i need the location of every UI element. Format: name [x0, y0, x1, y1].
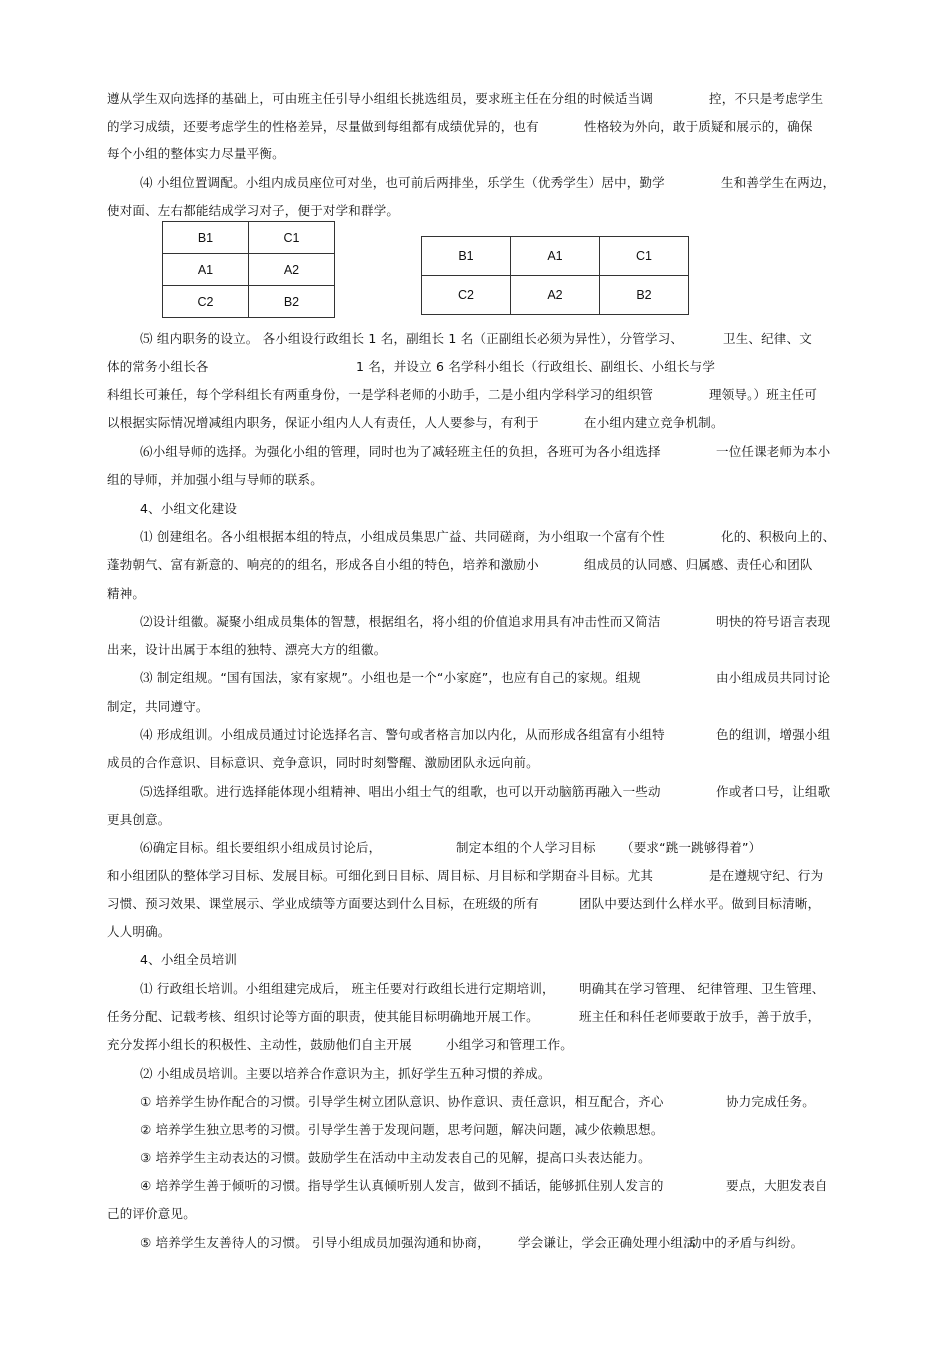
text-run: ⑸选择组歌。进行选择能体现小组精神、唱出小组士气的组歌，也可以开动脑筋再融入一些动	[140, 784, 661, 799]
text-line	[716, 727, 830, 743]
text-line	[689, 1235, 803, 1251]
text-run: ⑵设计组徽。凝聚小组成员集体的智慧，根据组名，将小组的价值追求用具有冲击性而又简洁	[140, 614, 661, 629]
text-line	[140, 670, 641, 686]
text-run: 组成员的认同感、归属感、责任心和团队	[584, 557, 813, 572]
text-run: 要点，大胆发表自	[726, 1178, 828, 1193]
text-line	[140, 331, 683, 347]
text-run: 制定，共同遵守。	[107, 699, 209, 714]
text-line	[140, 784, 661, 800]
text-line	[140, 727, 665, 743]
text-run: （要求“跳一跳够得着”）	[621, 840, 762, 855]
text-run: 卫生、纪律、文	[723, 331, 812, 346]
text-run: ⑹小组导师的选择。为强化小组的管理，同时也为了减轻班主任的负担，各班可为各小组选择	[140, 444, 661, 459]
text-line	[107, 642, 386, 658]
text-run: 的学习成绩，还要考虑学生的性格差异，尽量做到每组都有成绩优异的，也有	[107, 119, 539, 134]
text-line	[579, 896, 820, 912]
text-run: ① 培养学生协作配合的习惯。引导学生树立团队意识、协作意识、责任意识，相互配合，齐心	[140, 1094, 664, 1109]
text-line	[140, 840, 381, 856]
text-run: 和小组团队的整体学习目标、发展目标。可细化到日目标、周目标、月目标和学期奋斗目标。尤其	[107, 868, 654, 883]
text-line	[140, 1122, 664, 1138]
text-line	[107, 812, 171, 828]
text-line	[107, 1009, 539, 1025]
text-run: 生和善学生在两边，	[721, 175, 836, 190]
text-run: 小组学习和管理工作。	[446, 1037, 574, 1052]
table-cell: B1	[163, 222, 249, 254]
text-run: 团队中要达到什么样水平。做到目标清晰，	[579, 896, 821, 911]
text-run: ⑤ 培养学生友善待人的习惯。 引导小组成员加强沟通和协商，	[140, 1235, 490, 1250]
text-run: ③ 培养学生主动表达的习惯。鼓励学生在活动中主动发表自己的见解，提高口头表达能力。	[140, 1150, 651, 1165]
text-run: ⑸ 组内职务的设立。 各小组设行政组长 1 名，副组长 1 名（正副组长必须为异性），分管学习、	[140, 331, 684, 346]
text-line	[107, 755, 539, 771]
text-run: ⑵ 小组成员培训。主要以培养合作意识为主，抓好学生五种习惯的养成。	[140, 1066, 551, 1081]
table-cell: C1	[249, 222, 335, 254]
text-line	[579, 981, 824, 997]
text-run: 班主任和科任老师要敢于放手，善于放手，	[579, 1009, 821, 1024]
text-run: 学会谦让，学会正确处理小组活	[518, 1235, 696, 1250]
seating-table-3col	[421, 236, 689, 315]
text-line	[709, 868, 823, 884]
text-line	[709, 387, 817, 403]
text-run: 动中的矛盾与纠纷。	[689, 1235, 804, 1250]
text-line	[579, 1009, 820, 1025]
text-line	[584, 119, 813, 135]
text-run: 由小组成员共同讨论	[716, 670, 831, 685]
text-line	[518, 1235, 696, 1251]
table-cell: B1	[422, 237, 511, 276]
table-cell: A1	[163, 254, 249, 286]
text-run: 成员的合作意识、目标意识、竞争意识，同时时刻警醒、激励团队永远向前。	[107, 755, 539, 770]
text-line	[107, 557, 539, 573]
text-run: 明确其在学习管理、 纪律管理、卫生管理、	[579, 981, 825, 996]
text-line	[446, 1037, 573, 1053]
table-cell: B2	[249, 286, 335, 318]
text-line	[107, 91, 653, 107]
text-line	[140, 444, 661, 460]
text-run: 人人明确。	[107, 924, 171, 939]
text-run: 4、小组全员培训	[140, 952, 238, 967]
text-line	[356, 359, 715, 375]
text-run: ⑷ 小组位置调配。小组内成员座位可对坐，也可前后两排坐，乐学生（优秀学生）居中，勤学	[140, 175, 665, 190]
text-line	[584, 415, 724, 431]
table-cell: A1	[511, 237, 600, 276]
text-line	[140, 1235, 490, 1251]
text-line	[107, 924, 171, 940]
text-run: 蓬勃朝气、富有新意的、响亮的的组名，形成各自小组的特色，培养和激励小	[107, 557, 539, 572]
text-line	[721, 175, 835, 191]
text-line	[140, 1178, 664, 1194]
text-run: 遵从学生双向选择的基础上，可由班主任引导小组组长挑选组员，要求班主任在分组的时候适当调	[107, 91, 654, 106]
table-row	[422, 237, 689, 276]
text-line	[107, 1206, 196, 1222]
text-run: 4、小组文化建设	[140, 501, 238, 516]
text-line	[140, 175, 665, 191]
text-line	[140, 1150, 651, 1166]
text-run: 充分发挥小组长的积极性、主动性，鼓励他们自主开展	[107, 1037, 412, 1052]
text-line	[716, 670, 830, 686]
text-run: ④ 培养学生善于倾听的习惯。指导学生认真倾听别人发言，做到不插话，能够抓住别人发言的	[140, 1178, 664, 1193]
text-line	[140, 1094, 664, 1110]
text-run: 组的导师，并加强小组与导师的联系。	[107, 472, 323, 487]
table-row	[163, 286, 335, 318]
seating-table-2col	[162, 221, 335, 318]
text-run: 精神。	[107, 586, 146, 601]
text-line	[716, 614, 830, 630]
text-run: 科组长可兼任，每个学科组长有两重身份，一是学科老师的小助手，二是小组内学科学习的组织管	[107, 387, 654, 402]
text-run: 己的评价意见。	[107, 1206, 196, 1221]
text-run: 理领导。）班主任可	[709, 387, 818, 402]
text-run: 以根据实际情况增减组内职务，保证小组内人人有责任，人人要参与，有利于	[107, 415, 539, 430]
text-run: 制定本组的个人学习目标	[456, 840, 596, 855]
text-run: 体的常务小组长各	[107, 359, 209, 374]
text-run: 出来，设计出属于本组的独特、漂亮大方的组徽。	[107, 642, 387, 657]
text-line	[716, 784, 830, 800]
text-line	[107, 472, 323, 488]
text-line	[140, 501, 237, 517]
text-run: 协力完成任务。	[726, 1094, 815, 1109]
text-run: 控，不只是考虑学生	[709, 91, 824, 106]
text-run: 更具创意。	[107, 812, 171, 827]
text-run: ⑹确定目标。组长要组织小组成员讨论后，	[140, 840, 382, 855]
table-cell: A2	[249, 254, 335, 286]
text-run: ⑷ 形成组训。小组成员通过讨论选择名言、警句或者格言加以内化，从而形成各组富有小组特	[140, 727, 665, 742]
text-line	[621, 840, 761, 856]
text-line	[140, 981, 555, 997]
text-line	[709, 91, 823, 107]
text-line	[584, 557, 813, 573]
table-cell: C1	[600, 237, 689, 276]
text-run: 性格较为外向，敢于质疑和展示的，确保	[584, 119, 813, 134]
text-run: 在小组内建立竞争机制。	[584, 415, 724, 430]
text-line	[107, 1037, 412, 1053]
text-line	[140, 952, 237, 968]
text-line	[140, 1066, 551, 1082]
table-cell: C2	[163, 286, 249, 318]
text-line	[107, 203, 399, 219]
text-line	[107, 868, 653, 884]
text-line	[726, 1094, 815, 1110]
table-row	[422, 276, 689, 315]
text-line	[107, 415, 539, 431]
text-line	[107, 387, 653, 403]
text-run: 1 名，并设立 6 名学科小组长（行政组长、副组长、小组长与学	[356, 359, 716, 374]
text-line	[107, 699, 209, 715]
text-line	[107, 119, 539, 135]
text-run: 色的组训，增强小组	[716, 727, 831, 742]
text-run: 明快的符号语言表现	[716, 614, 831, 629]
text-line	[107, 146, 285, 162]
text-run: ② 培养学生独立思考的习惯。引导学生善于发现问题，思考问题，解决问题，减少依赖思想。	[140, 1122, 664, 1137]
text-line	[140, 529, 665, 545]
text-line	[456, 840, 596, 856]
text-line	[721, 529, 835, 545]
table-cell: A2	[511, 276, 600, 315]
table-row	[163, 222, 335, 254]
text-line	[107, 896, 539, 912]
text-line	[107, 359, 209, 375]
text-run: ⑶ 制定组规。“国有国法，家有家规”。小组也是一个“小家庭”，也应有自己的家规。组规	[140, 670, 641, 685]
text-line	[716, 444, 830, 460]
text-run: 化的、积极向上的、	[721, 529, 836, 544]
text-run: 是在遵规守纪、行为	[709, 868, 824, 883]
table-row	[163, 254, 335, 286]
table-cell: C2	[422, 276, 511, 315]
text-line	[723, 331, 812, 347]
text-run: 使对面、左右都能结成学习对子，便于对学和群学。	[107, 203, 400, 218]
text-run: 习惯、预习效果、课堂展示、学业成绩等方面要达到什么目标，在班级的所有	[107, 896, 539, 911]
table-cell: B2	[600, 276, 689, 315]
text-run: ⑴ 创建组名。各小组根据本组的特点，小组成员集思广益、共同磋商，为小组取一个富有个性	[140, 529, 665, 544]
text-line	[107, 586, 145, 602]
text-run: 一位任课老师为本小	[716, 444, 831, 459]
text-run: 每个小组的整体实力尽量平衡。	[107, 146, 285, 161]
text-run: 任务分配、记载考核、组织讨论等方面的职责，使其能目标明确地开展工作。	[107, 1009, 539, 1024]
text-line	[140, 614, 661, 630]
text-line	[726, 1178, 828, 1194]
text-run: ⑴ 行政组长培训。小组组建完成后， 班主任要对行政组长进行定期培训，	[140, 981, 555, 996]
text-run: 作或者口号，让组歌	[716, 784, 831, 799]
